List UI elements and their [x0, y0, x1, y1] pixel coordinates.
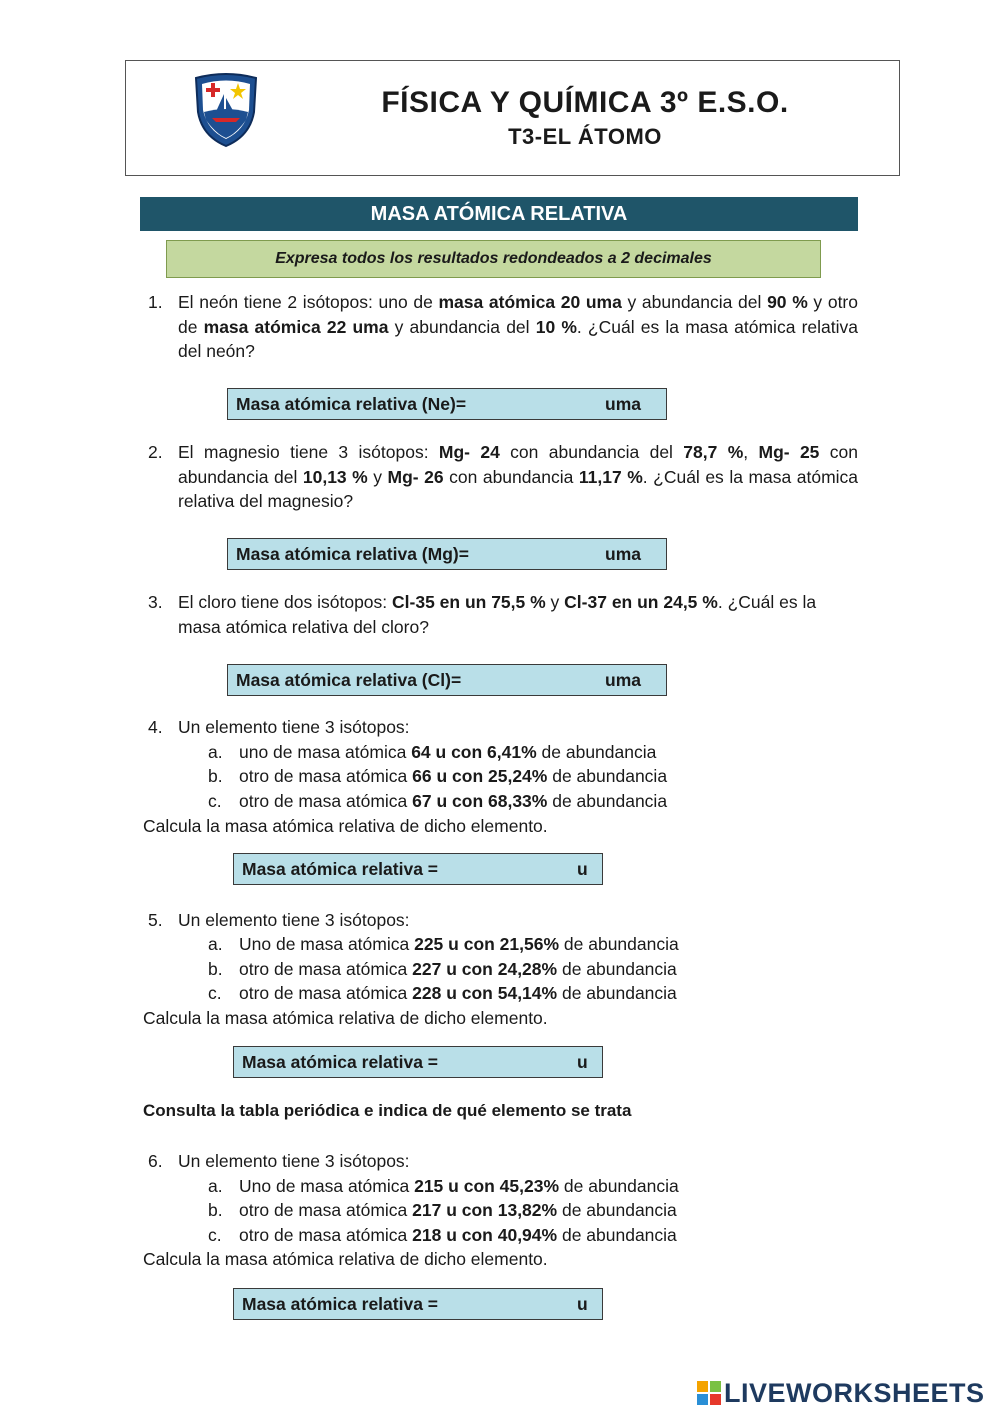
liveworksheets-brand[interactable]: LIVEWORKSHEETS — [724, 1378, 985, 1408]
isotope-item: b. otro de masa atómica 66 u con 25,24% de abundancia — [208, 766, 668, 786]
question-4: 4. Un elemento tiene 3 isótopos: — [148, 715, 858, 740]
answer-input-q5[interactable] — [449, 1050, 573, 1076]
calc-instruction: Calcula la masa atómica relativa de dicho elemento. — [143, 1008, 548, 1028]
question-number: 3. — [148, 592, 163, 612]
isotope-item: b. otro de masa atómica 227 u con 24,28% de abundancia — [208, 959, 677, 979]
question-5: 5. Un elemento tiene 3 isótopos: — [148, 908, 858, 933]
answer-box-ne: Masa atómica relativa (Ne)= uma — [227, 388, 667, 420]
section-banner: MASA ATÓMICA RELATIVA — [140, 197, 858, 231]
answer-box-q6: Masa atómica relativa = u — [233, 1288, 603, 1320]
isotope-item: a. uno de masa atómica 64 u con 6,41% de abundancia — [208, 742, 657, 762]
calc-instruction: Calcula la masa atómica relativa de dicho elemento. — [143, 1249, 548, 1269]
question-number: 5. — [148, 910, 163, 930]
consult-instruction: Consulta la tabla periódica e indica de qué elemento se trata — [143, 1101, 632, 1120]
answer-box-q4: Masa atómica relativa = u — [233, 853, 603, 885]
answer-input-q4[interactable] — [449, 857, 573, 883]
question-2: 2. El magnesio tiene 3 isótopos: Mg- 24 con abundancia del 78,7 %, Mg- 25 con abundancia del 10,13 % y Mg- 26 con abundancia 11,17 %. ¿Cuál es la masa atómica relativa del magnesio? — [148, 442, 859, 511]
instruction-note: Expresa todos los resultados redondeados a 2 decimales — [166, 240, 821, 278]
school-shield-logo — [192, 72, 260, 148]
answer-input-ne[interactable] — [478, 392, 602, 418]
question-6: 6. Un elemento tiene 3 isótopos: — [148, 1149, 858, 1174]
page-title: FÍSICA Y QUÍMICA 3º E.S.O. — [381, 86, 789, 119]
isotope-item: c. otro de masa atómica 67 u con 68,33% de abundancia — [208, 791, 668, 811]
isotope-item: c. otro de masa atómica 228 u con 54,14% de abundancia — [208, 983, 677, 1003]
answer-box-mg: Masa atómica relativa (Mg)= uma — [227, 538, 667, 570]
answer-box-cl: Masa atómica relativa (Cl)= uma — [227, 664, 667, 696]
isotope-item: a. Uno de masa atómica 225 u con 21,56% de abundancia — [208, 934, 679, 954]
question-1: 1. El neón tiene 2 isótopos: uno de masa atómica 20 uma y abundancia del 90 % y otro de masa atómica 22 uma y abundancia del 10 %. ¿Cuál es la masa atómica relativa del neón? — [148, 292, 858, 361]
question-number: 6. — [148, 1151, 163, 1171]
isotope-item: c. otro de masa atómica 218 u con 40,94% de abundancia — [208, 1225, 677, 1245]
answer-input-q6[interactable] — [449, 1292, 573, 1318]
question-number: 4. — [148, 717, 163, 737]
isotope-item: b. otro de masa atómica 217 u con 13,82% de abundancia — [208, 1200, 677, 1220]
answer-input-mg[interactable] — [478, 542, 602, 568]
question-number: 2. — [148, 442, 163, 462]
answer-box-q5: Masa atómica relativa = u — [233, 1046, 603, 1078]
question-number: 1. — [148, 292, 163, 312]
liveworksheets-logo-icon — [697, 1381, 721, 1405]
question-3: 3. El cloro tiene dos isótopos: Cl-35 en un 75,5 % y Cl-37 en un 24,5 %. ¿Cuál es la masa atómica relativa del cloro? — [148, 592, 817, 637]
answer-input-cl[interactable] — [478, 668, 602, 694]
page-subtitle: T3-EL ÁTOMO — [508, 124, 662, 149]
isotope-item: a. Uno de masa atómica 215 u con 45,23% de abundancia — [208, 1176, 679, 1196]
calc-instruction: Calcula la masa atómica relativa de dicho elemento. — [143, 816, 548, 836]
